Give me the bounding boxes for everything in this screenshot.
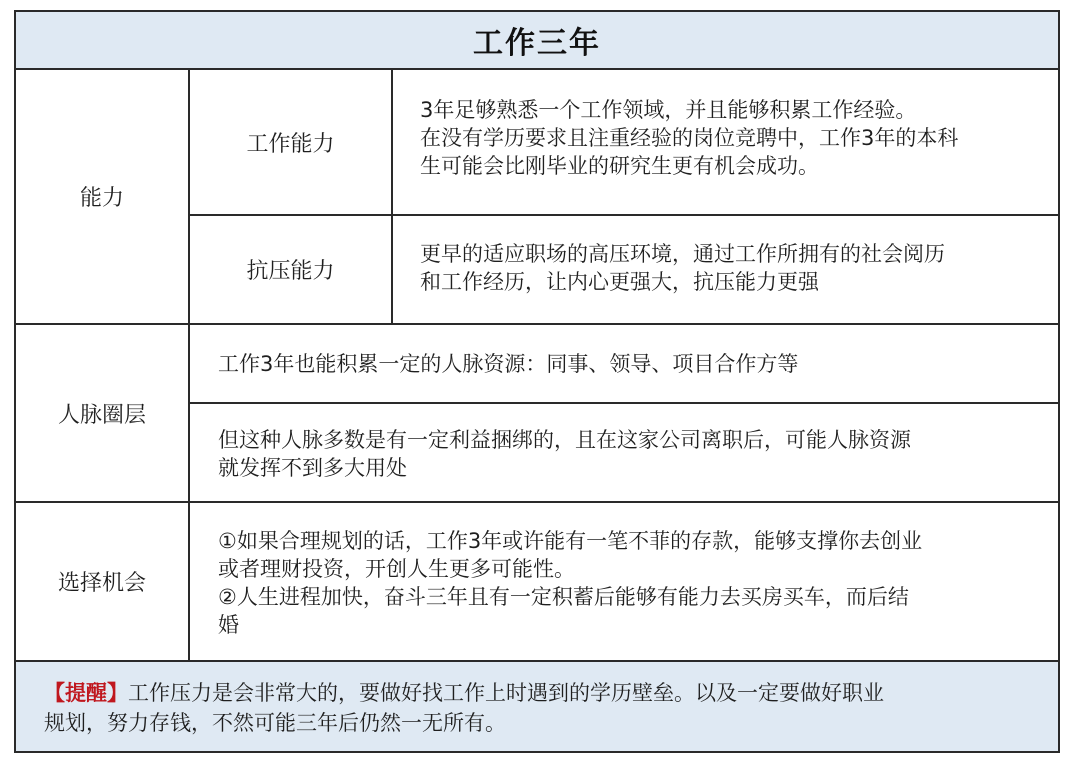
text-line: 但这种人脉多数是有一定利益捆绑的，且在这家公司离职后，可能人脉资源	[218, 428, 911, 452]
info-table	[14, 10, 1060, 753]
text-line: 在没有学历要求且注重经验的岗位竞聘中，工作3年的本科	[420, 126, 959, 150]
divider	[391, 68, 393, 325]
work-ability-text	[420, 96, 1056, 180]
reminder-text: 工作压力是会非常大的，要做好找工作上时遇到的学历壁垒。以及一定要做好职业	[128, 681, 884, 705]
reminder-box	[16, 662, 1058, 751]
text-line: 就发挥不到多大用处	[218, 456, 407, 480]
reminder-line	[44, 678, 1040, 708]
section-label-network: 人脉圈层	[57, 402, 146, 428]
pressure-ability-text	[420, 240, 1056, 296]
table-title: 工作三年	[16, 12, 1058, 70]
text-line: 工作3年也能积累一定的人脉资源：同事、领导、项目合作方等	[218, 352, 799, 376]
text-line: 和工作经历，让内心更强大，抗压能力更强	[420, 270, 819, 294]
network-row-1	[218, 350, 1054, 378]
text-line: 更早的适应职场的高压环境，通过工作所拥有的社会阅历	[420, 242, 945, 266]
reminder-tag: 【提醒】	[44, 681, 128, 705]
text-line: ②人生进程加快，奋斗三年且有一定积蓄后能够有能力去买房买车，而后结	[218, 585, 909, 609]
text-line: 生可能会比刚毕业的研究生更有机会成功。	[420, 154, 819, 178]
subsection-label-work-ability: 工作能力	[246, 131, 335, 157]
section-label-choice: 选择机会	[57, 571, 146, 596]
section-label-ability: 能力	[79, 186, 124, 211]
text-line: 或者理财投资，开创人生更多可能性。	[218, 557, 575, 581]
text-line: ①如果合理规划的话，工作3年或许能有一笔不菲的存款，能够支撑你去创业	[218, 529, 923, 553]
reminder-line: 规划，努力存钱，不然可能三年后仍然一无所有。	[44, 711, 506, 735]
network-row-2	[218, 426, 1054, 482]
divider	[188, 402, 1058, 404]
choice-text	[218, 527, 1054, 639]
subsection-label-pressure-ability: 抗压能力	[246, 259, 335, 284]
text-line: 3年足够熟悉一个工作领域，并且能够积累工作经验。	[420, 98, 917, 122]
text-line: 婚	[218, 613, 239, 637]
